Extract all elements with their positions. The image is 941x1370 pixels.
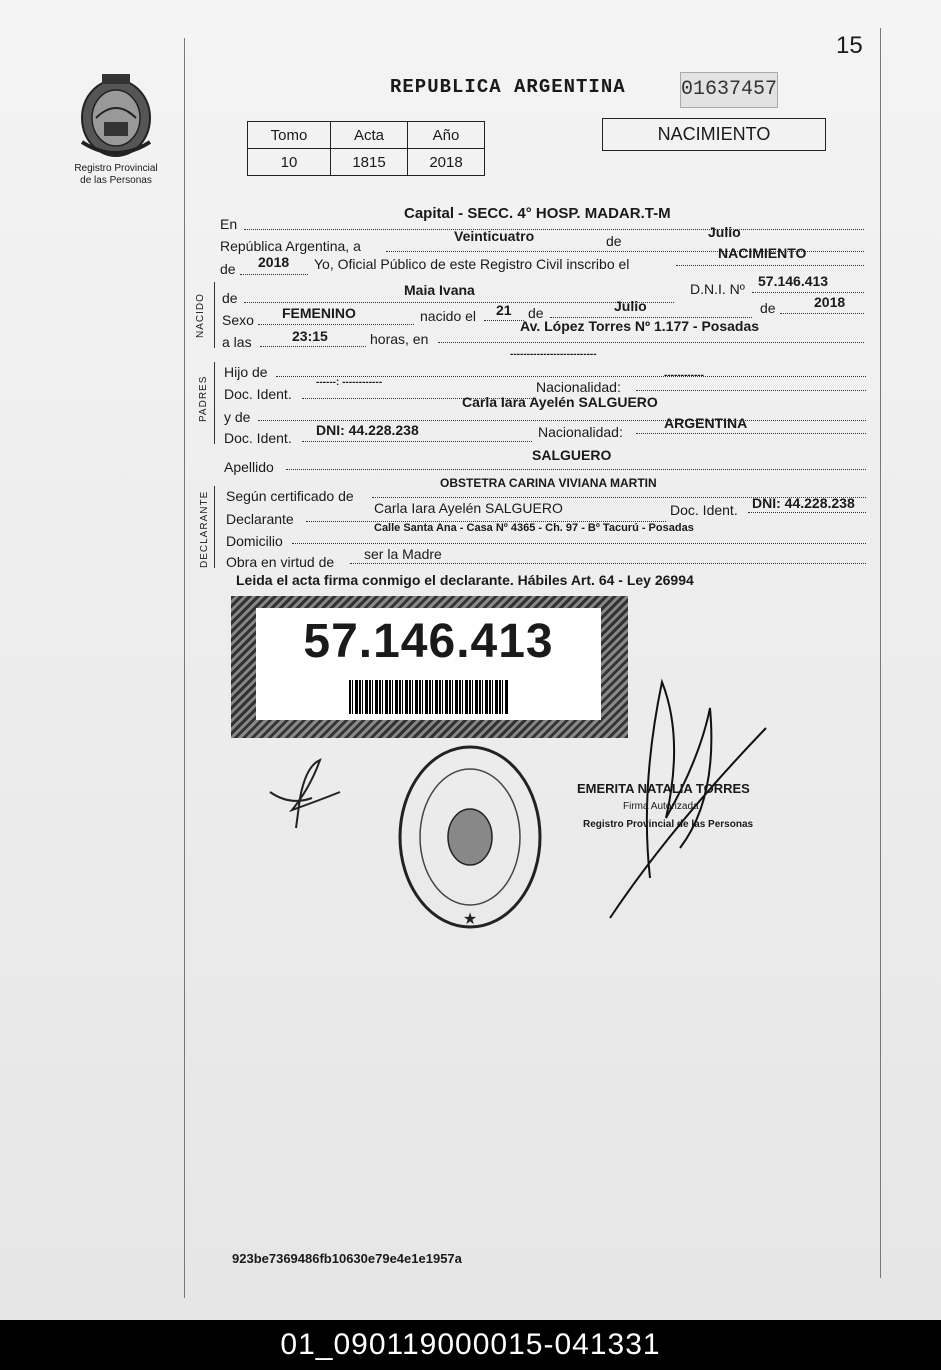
declarant-signature — [266, 752, 346, 836]
margin-line-right — [880, 28, 881, 1278]
day-value: Veinticuatro — [454, 228, 535, 244]
footer-code: 01_090119000015-041331 — [0, 1320, 941, 1370]
dni-stamp-panel — [256, 608, 601, 720]
birth-place-value: Av. López Torres Nº 1.177 - Posadas — [520, 318, 760, 334]
page-number: 15 — [836, 32, 863, 59]
apellido-label: Apellido — [224, 459, 274, 475]
nacionalidad-label: Nacionalidad: — [538, 424, 623, 440]
declarante-label: Declarante — [226, 511, 294, 527]
logo-caption — [62, 163, 170, 187]
dni-label: D.N.I. Nº — [690, 281, 745, 297]
dotted-line — [636, 390, 866, 391]
logo-caption-line-1: Registro Provincial — [74, 163, 158, 174]
apellido-value: SALGUERO — [532, 447, 612, 463]
header-acta: Acta — [331, 122, 408, 149]
republica-label: República Argentina, a — [220, 238, 361, 254]
de-label: de — [606, 233, 622, 249]
doc-ident-label: Doc. Ident. — [670, 502, 738, 518]
sexo-value: FEMENINO — [282, 305, 356, 321]
doc-ident-label: Doc. Ident. — [224, 430, 292, 446]
dotted-line — [260, 346, 366, 347]
dni-stamp — [231, 596, 628, 738]
section-label-padres: PADRES — [198, 375, 209, 422]
de-label: de — [760, 300, 776, 316]
official-signature-block — [577, 780, 753, 834]
section-bracket — [214, 362, 215, 444]
section-label-nacido: NACIDO — [195, 293, 206, 338]
section-bracket — [214, 282, 215, 348]
horas-en-label: horas, en — [370, 331, 429, 347]
obra-label: Obra en virtud de — [226, 554, 335, 570]
y-de-label: y de — [224, 409, 251, 425]
svg-text:★: ★ — [462, 911, 478, 928]
doc-ident-label: Doc. Ident. — [224, 386, 292, 402]
mother-name-value: Carla Iara Ayelén SALGUERO — [462, 394, 658, 410]
declarante-doc-value: DNI: 44.228.238 — [752, 495, 855, 511]
dotted-line — [292, 543, 866, 544]
oficial-text: Yo, Oficial Público de este Registro Civil inscribo el — [314, 256, 630, 272]
inscribo-value: NACIMIENTO — [718, 245, 807, 261]
dotted-line — [636, 433, 866, 434]
place-value: Capital - SECC. 4° HOSP. MADAR.T-M — [404, 205, 671, 222]
nacionalidad-label: Nacionalidad: — [536, 379, 621, 395]
official-name: EMERITA NATALIA TORRES — [577, 781, 750, 796]
en-label: En — [220, 216, 238, 232]
obra-value: ser la Madre — [364, 546, 442, 562]
dotted-line — [286, 469, 866, 470]
dotted-line — [350, 563, 866, 564]
dotted-line — [258, 324, 414, 325]
dotted-line — [438, 342, 864, 343]
hijo-de-label: Hijo de — [224, 364, 268, 380]
document-title: REPUBLICA ARGENTINA — [390, 76, 626, 98]
official-office: Registro Provincial de las Personas — [583, 819, 754, 830]
dotted-line — [780, 313, 864, 314]
serial-number: 01637457 — [680, 72, 778, 108]
child-name-value: Maia Ivana — [404, 282, 475, 298]
birth-time-value: 23:15 — [292, 328, 328, 344]
a-las-label: a las — [222, 334, 252, 350]
registry-table — [247, 121, 485, 176]
mother-nationality-value: ARGENTINA — [664, 415, 748, 431]
section-bracket — [214, 486, 215, 568]
declarante-value: Carla Iara Ayelén SALGUERO — [374, 500, 563, 516]
nacido-de-label: de — [222, 290, 238, 306]
dni-value: 57.146.413 — [758, 273, 829, 289]
barcode — [349, 680, 509, 714]
birth-day-value: 21 — [496, 302, 512, 318]
registry-seal — [394, 740, 546, 934]
nacido-el-label: nacido el — [420, 308, 477, 324]
dotted-line — [748, 512, 866, 513]
dotted-line — [484, 320, 524, 321]
sexo-label: Sexo — [222, 312, 254, 328]
record-type-box: NACIMIENTO — [602, 118, 826, 151]
father-doc-value: ------: ------------ — [316, 377, 383, 388]
closing-statement: Leida el acta firma conmigo el declarante. Hábiles Art. 64 - Ley 26994 — [236, 572, 694, 588]
domicilio-value: Calle Santa Ana - Casa Nº 4365 - Ch. 97 - Bº Tacurú - Posadas — [374, 522, 694, 534]
month-value: Julio — [708, 224, 741, 240]
official-role: Firma Autorizada — [623, 801, 699, 812]
dni-stamp-number: 57.146.413 — [303, 615, 554, 668]
value-anio: 2018 — [408, 149, 485, 176]
logo-caption-line-2: de las Personas — [80, 175, 152, 186]
document-hash: 923be7369486fb10630e79e4e1e1957a — [232, 1251, 462, 1266]
father-value: -------------------------- — [510, 349, 597, 360]
provincial-shield-logo — [74, 72, 158, 162]
domicilio-label: Domicilio — [226, 533, 283, 549]
dotted-line — [302, 441, 532, 442]
section-label-declarante: DECLARANTE — [199, 490, 210, 568]
dotted-line — [676, 265, 864, 266]
dotted-line — [244, 302, 674, 303]
de-label: de — [528, 305, 544, 321]
header-anio: Año — [408, 122, 485, 149]
father-nationality-value: ------------ — [664, 370, 704, 381]
dotted-line — [240, 274, 308, 275]
dotted-line — [244, 229, 864, 230]
birth-year-value: 2018 — [814, 294, 846, 310]
birth-month-value: Julio — [614, 298, 647, 314]
dotted-line — [258, 420, 866, 421]
de-label: de — [220, 261, 236, 277]
certificado-label: Según certificado de — [226, 488, 354, 504]
year-value: 2018 — [258, 254, 290, 270]
margin-line-left — [184, 38, 185, 1298]
certificado-value: OBSTETRA CARINA VIVIANA MARTIN — [440, 476, 657, 490]
dotted-line — [752, 292, 864, 293]
header-tomo: Tomo — [248, 122, 331, 149]
mother-doc-value: DNI: 44.228.238 — [316, 422, 419, 438]
value-tomo: 10 — [248, 149, 331, 176]
value-acta: 1815 — [331, 149, 408, 176]
